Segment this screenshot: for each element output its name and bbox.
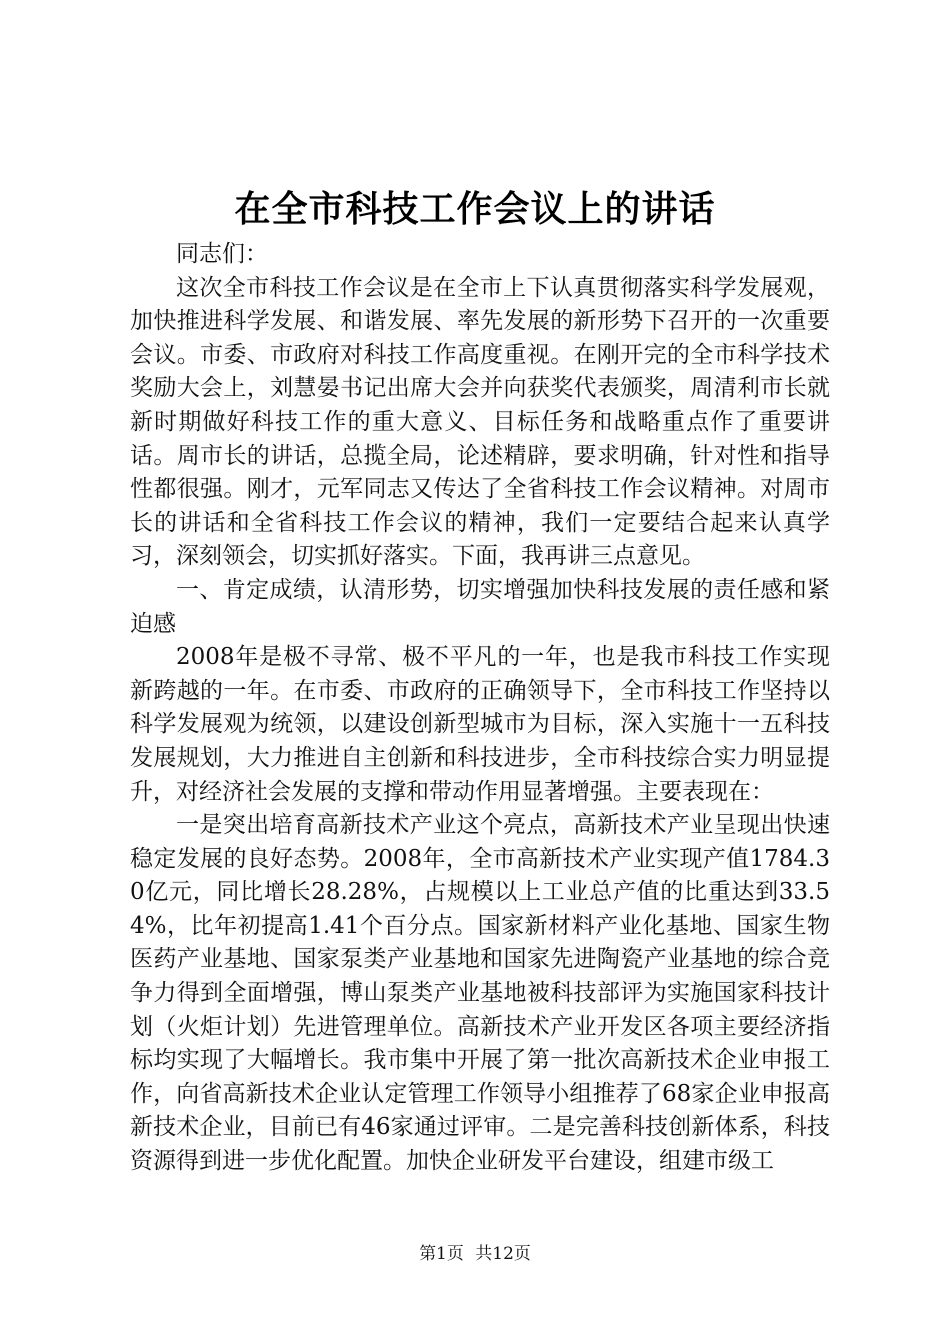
body-paragraph: 2008年是极不寻常、极不平凡的一年，也是我市科技工作实现新跨越的一年。在市委、市政府的正确领导下，全市科技工作坚持以科学发展观为统领，以建设创新型城市为目标，深入实施十一五科技发展规划，大力推进自主创新和科技进步，全市科技综合实力明显提升，对经济社会发展的支撑和带动作用显著增强。主要表现在： bbox=[130, 644, 830, 805]
document-title: 在全市科技工作会议上的讲话 bbox=[234, 188, 716, 230]
body-paragraph: 这次全市科技工作会议是在全市上下认真贯彻落实科学发展观，加快推进科学发展、和谐发展、率先发展的新形势下召开的一次重要会议。市委、市政府对科技工作高度重视。在刚开完的全市科学技术奖励大会上，刘慧晏书记出席大会并向获奖代表颁奖，周清利市长就新时期做好科技工作的重大意义、目标任务和战略重点作了重要讲话。周市长的讲话，总揽全局，论述精辟，要求明确，针对性和指导性都很强。刚才，元军同志又传达了全省科技工作会议精神。对周市长的讲话和全省科技工作会议的精神，我们一定要结合起来认真学习，深刻领会，切实抓好落实。下面，我再讲三点意见。 bbox=[130, 274, 830, 570]
section-heading: 一、肯定成绩，认清形势，切实增强加快科技发展的责任感和紧迫感 bbox=[130, 576, 830, 637]
body-paragraph: 一是突出培育高新技术产业这个亮点，高新技术产业呈现出快速稳定发展的良好态势。2008年，全市高新技术产业实现产值1784.30亿元，同比增长28.28%，占规模以上工业总产值的比重达到33.54%，比年初提高1.41个百分点。国家新材料产业化基地、国家生物医药产业基地、国家泵类产业基地和国家先进陶瓷产业基地的综合竞争力得到全面增强，博山泵类产业基地被科技部评为实施国家科技计划（火炬计划）先进管理单位。高新技术产业开发区各项主要经济指标均实现了大幅增长。我市集中开展了第一批次高新技术企业申报工作，向省高新技术企业认定管理工作领导小组推荐了68家企业申报高新技术企业，目前已有46家通过评审。二是完善科技创新体系，科技资源得到进一步优化配置。加快企业研发平台建设，组建市级工 bbox=[130, 812, 830, 1175]
salutation-paragraph: 同志们： bbox=[176, 241, 268, 267]
document-body bbox=[130, 238, 830, 1179]
total-pages: 共12页 bbox=[475, 1244, 531, 1264]
page-footer bbox=[0, 1242, 950, 1266]
page-number: 第1页 bbox=[419, 1244, 464, 1264]
